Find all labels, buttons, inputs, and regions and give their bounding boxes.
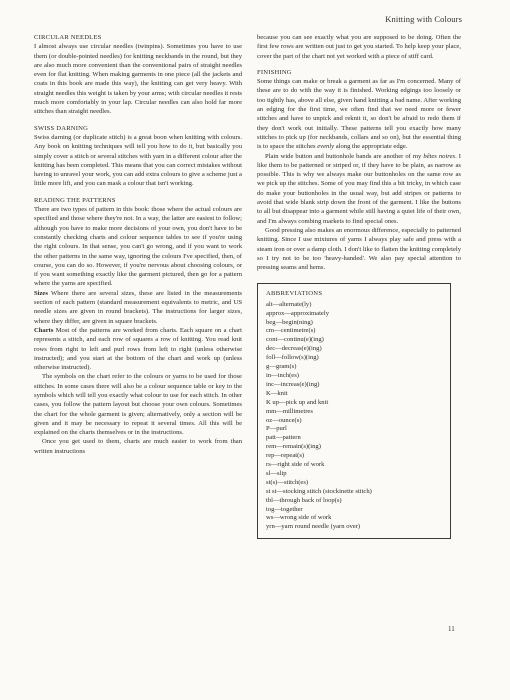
abbreviation-item: st(s)—stitch(es) — [266, 478, 309, 486]
right-column — [257, 33, 461, 539]
abbreviation-item: g—gram(s) — [266, 363, 297, 371]
abbreviation-item: in—inch(es) — [266, 371, 299, 379]
heading-swiss-darning: SWISS DARNING — [34, 124, 89, 132]
once-paragraph: Once you get used to them, charts are much easier to work from than written instructions — [34, 438, 242, 455]
abbreviation-item: dec—decreas(e)(ing) — [266, 345, 322, 353]
abbreviation-item: cont—continu(e)(ing) — [266, 336, 324, 344]
running-head: Knitting with Colours — [385, 14, 462, 24]
abbreviation-item: K up—pick up and knit — [266, 398, 329, 406]
finishing-p2-emphasis: bêtes noires — [423, 152, 456, 160]
symbols-paragraph: The symbols on the chart refer to the colours or yarns to be used for those stitches. In some cases there will also be a colour sequence table or key to the symbols which will tell you exactly what colour to use for each stitch. In other cases, you follow the pattern layout but choose your own colours. Sometimes the chart for the whole garment is given; alternatively, only a section will be given and it may be necessary to repeat it several times. All this will be explained on the charts themselves or in the instructions. — [34, 373, 242, 437]
sizes-text: Where there are several sizes, these are listed in the measurements section of each pattern (standard measurement equivalents to metric, and US needle sizes are given in round brackets). The instructions for larger sizes, where they differ, are given in square brackets. — [34, 289, 242, 325]
abbreviation-item: rep—repeat(s) — [266, 452, 305, 460]
abbreviations-box — [257, 283, 451, 539]
abbreviation-item: yrn—yarn round needle (yarn over) — [266, 523, 361, 531]
heading-circular-needles: CIRCULAR NEEDLES — [34, 34, 102, 41]
abbreviation-item: K—knit — [266, 389, 288, 397]
abbreviation-item: mm—millimetres — [266, 407, 313, 415]
sizes-paragraph — [34, 289, 242, 326]
abbreviation-item: st st—stocking stitch (stockinette stitch) — [266, 487, 372, 495]
finishing-paragraph-2 — [257, 152, 461, 226]
reading-patterns-intro: There are two types of pattern in this book: those where the actual colours are specified and those where they're not. In a way, the latter are easiest to follow; although you have to make more decisions of your own, you don't have to be constantly checking charts and colour sequence tables to see if you're using the right colours. In that sense, you can't go wrong, and if you want to work the other patterns in the same way, ignoring the colours I've specified, then, of course, you can do so. However, if you're nervous about choosing colours, or if you want something exactly like the garment pictured, then go for a pattern where the yarns are specified. — [34, 206, 242, 288]
abbreviation-item: tog—together — [266, 505, 303, 513]
abbreviation-item: approx—approximately — [266, 309, 329, 317]
finishing-paragraph-3: Good pressing also makes an enormous difference, especially to patterned knitting. Since I use mixtures of yarns I always play safe and press with a steam iron or over a damp cloth. I don't like to flatten the knitting completely so I try not to be too 'heavy-handed'. We also pay special attention to pressing seams and hems. — [257, 226, 461, 272]
page-number: 11 — [448, 625, 455, 633]
abbreviation-item: ws—wrong side of work — [266, 514, 332, 522]
heading-reading-patterns: READING THE PATTERNS — [34, 196, 116, 204]
abbreviations-list — [266, 301, 442, 533]
abbreviation-item: rs—right side of work — [266, 461, 325, 469]
finishing-p1-end: along the appropriate edge. — [334, 143, 408, 151]
circular-needles-text: I almost always use circular needles (twinpins). Sometimes you have to use them (or double-pointed needles) for knitting neckbands in the round, but they are also much more convenient than the conventional pairs of straight needles even for flat knitting. When making garments in one piece (all the jackets and coats in this book are made this way), the knitting can get very heavy. With straight needles this weight is taken by your arms; with circular needles it rests much more comfortably in your lap. Circular needles can also hold far more stitches than straight needles. — [34, 43, 242, 116]
finishing-p2-end: . I like them to be patterned or striped or, if they have to be plain, as narrow as possible. This is why we always make our buttonholes on the same row as we pick up the stitches. Some of you may find this a bit tricky, in which case do make your buttonholes in the usual way, but add stripes or patterns to avoid that wide blank strip down the front of the garment. I like the buttons to all but disappear into a garment while still having a quiet life of their own, and I'm always combing markets to find special ones. — [257, 152, 461, 225]
charts-paragraph — [34, 326, 242, 372]
charts-text: Most of the patterns are worked from charts. Each square on a chart represents a stitch, and each row of squares a row of knitting. You read knit rows from right to left and purl rows from left to right (unless otherwise instructed); and you start at the bottom of the chart and work up (unless otherwise instructed). — [34, 326, 242, 372]
left-column — [34, 33, 242, 456]
finishing-p1-emphasis: evenly — [317, 143, 335, 151]
abbreviation-item: patt—pattern — [266, 434, 301, 442]
abbreviation-item: beg—begin(ning) — [266, 318, 313, 326]
abbreviation-item: P—purl — [266, 425, 287, 433]
sizes-label: Sizes — [34, 289, 48, 297]
swiss-darning-text: Swiss darning (or duplicate stitch) is a great boon when knitting with colours. Any book on knitting techniques will tell you how to do it, but basically you simply cover a stitch or several stitches with yarn in a different colour after the knitting has been completed. This means that you can correct mistakes without having to unravel your work, you can add extra colours to give a scheme just a little more lift, and you can mask a colour that isn't working. — [34, 133, 242, 188]
abbreviation-item: sl—slip — [266, 469, 287, 477]
abbreviation-item: cm—centimetre(s) — [266, 327, 316, 335]
abbreviation-item: foll—follow(s)(ing) — [266, 354, 319, 362]
finishing-p2-text: Plain wide button and buttonhole bands are another of my — [265, 152, 424, 160]
abbreviation-item: rem—remain(s)(ing) — [266, 443, 321, 451]
finishing-p1-text: Some things can make or break a garment as far as I'm concerned. Many of these are to do with the way it is finished. Working edgings too loosely or too tightly has, above all else, given hand knitting a bad name. After working an edging for the first time, we often find that we need more or fewer stitches and have to unpick and reknit it, so don't be afraid to redo them if they don't work out initially. These patterns tell you exactly how many stitches to pick up (for neckbands, collars and so on), but the essential thing is to space the stitches — [257, 78, 461, 151]
abbreviation-item: inc—increas(e)(ing) — [266, 380, 320, 388]
heading-finishing: FINISHING — [257, 68, 292, 76]
abbreviation-item: tbl—through back of loop(s) — [266, 496, 342, 504]
abbreviations-title: ABBREVIATIONS — [266, 290, 323, 298]
continuation-paragraph: because you can see exactly what you are supposed to be doing. Often the first few rows are written out just to get you started. To help keep your place, cover the part of the chart not yet worked with a piece of stiff card. — [257, 34, 461, 60]
abbreviation-item: oz—ounce(s) — [266, 416, 302, 424]
charts-label: Charts — [34, 326, 54, 334]
abbreviation-item: alt—alternate(ly) — [266, 300, 312, 308]
finishing-paragraph-1 — [257, 77, 461, 151]
